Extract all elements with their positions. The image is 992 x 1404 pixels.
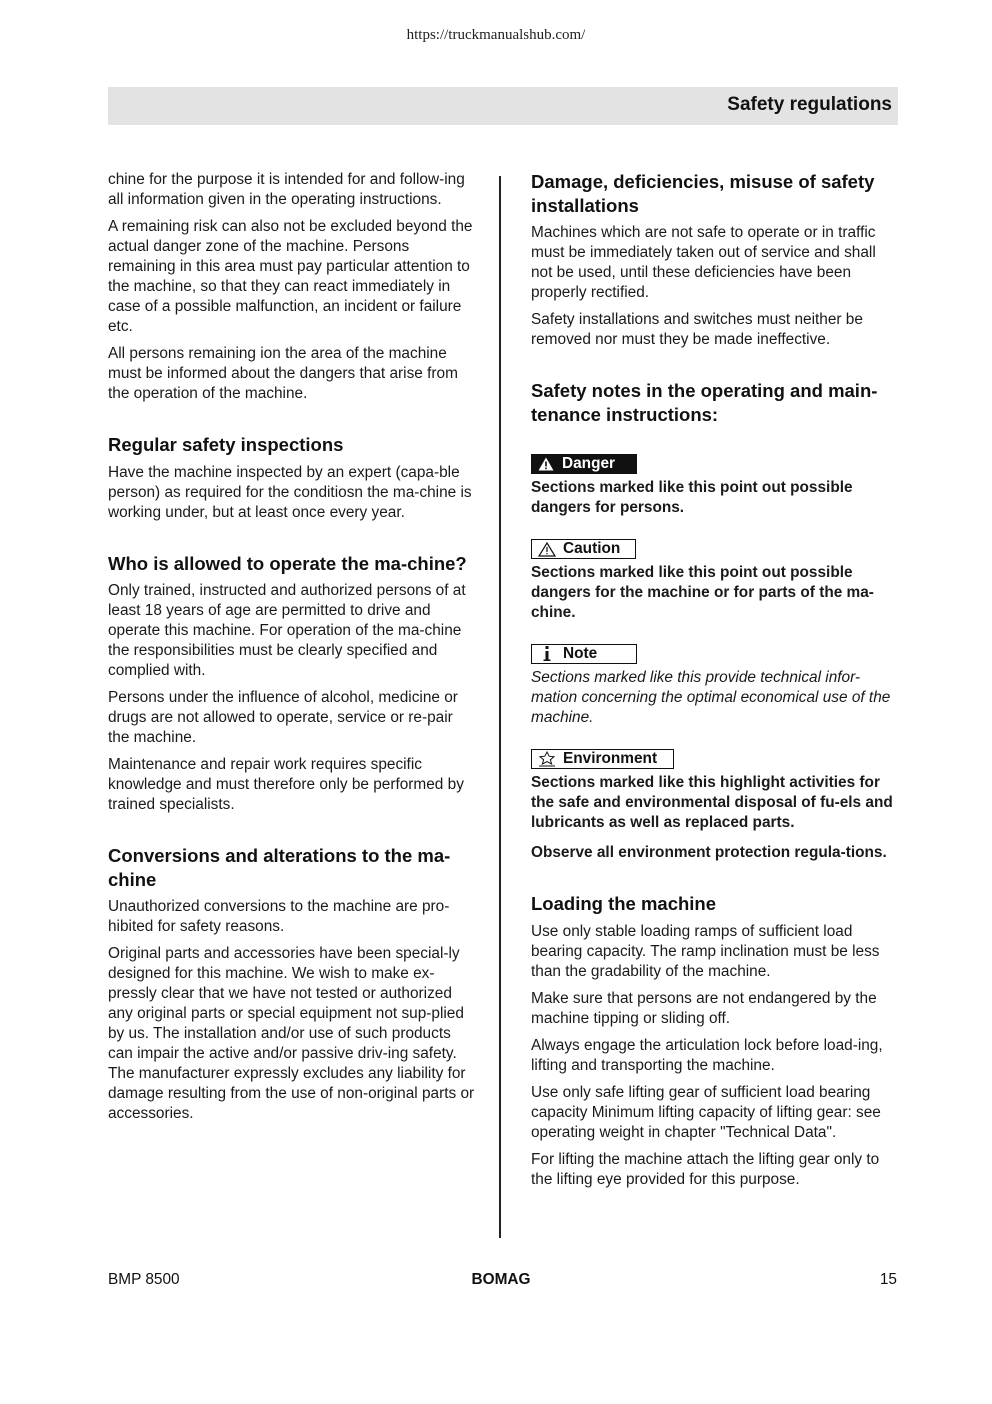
paragraph: Maintenance and repair work requires specific knowledge and must therefore only be performed by trained specialists. — [108, 756, 464, 813]
environment-label — [531, 749, 674, 769]
paragraph: Have the machine inspected by an expert (capa-ble person) as required for the conditiosn the ma-chine is working under, but at least once every year. — [108, 463, 472, 521]
paragraph: Persons under the influence of alcohol, medicine or drugs are not allowed to operate, service or re-pair the machine. — [108, 689, 458, 746]
heading-conversions: Conversions and alterations to the ma-chine — [108, 845, 451, 890]
heading-loading: Loading the machine — [531, 893, 717, 914]
environment-label-text: Environment — [563, 750, 658, 767]
paragraph: All persons remaining ion the area of the machine must be informed about the dangers that arise from the operation of the machine. — [108, 345, 458, 402]
paragraph: Original parts and accessories have been special-ly designed for this machine. We wish to make ex-pressly clear that we have not tested or authorized any original parts or special equipment not sup-plied by us. The installation and/or use of such products can impair the active and/or passive driv-ing safety. The manufacturer expressly excludes any liability for damage resulting from the use of non-original parts or accessories. — [108, 945, 475, 1122]
heading-safety-notes: Safety notes in the operating and main-tenance instructions: — [531, 380, 878, 425]
heading-who-allowed: Who is allowed to operate the ma-chine? — [108, 552, 467, 574]
paragraph: Machines which are not safe to operate or in traffic must be immediately taken out of service and shall not be used, until these deficiencies have been properly rectified. — [531, 224, 876, 301]
source-url: https://truckmanualshub.com/ — [406, 27, 586, 43]
paragraph: Unauthorized conversions to the machine are pro-hibited for safety reasons. — [108, 898, 450, 935]
environment-description: Sections marked like this highlight activities for the safe and environmental disposal of fu-els and lubricants as well as replaced parts. — [531, 774, 893, 831]
page-number: 15 — [879, 1271, 897, 1288]
paragraph: Use only stable loading ramps of sufficient load bearing capacity. The ramp inclination must be less than the gradability of the machine. — [531, 922, 880, 980]
footer-brand: BOMAG — [471, 1271, 531, 1288]
paragraph: Safety installations and switches must neither be removed nor must they be made ineffective. — [531, 311, 863, 348]
environment-note: Observe all environment protection regula-tions. — [531, 844, 887, 861]
danger-label-text: Danger — [562, 455, 616, 472]
environment-icon — [536, 751, 558, 767]
paragraph: chine for the purpose it is intended for and follow-ing all information given in the operating instructions. — [108, 171, 465, 208]
heading-regular-inspections: Regular safety inspections — [108, 434, 344, 455]
paragraph: Use only safe lifting gear of sufficient load bearing capacity Minimum lifting capacity of lifting gear: see operating weight in chapter "Technical Data". — [531, 1083, 881, 1141]
right-column — [531, 170, 899, 1197]
paragraph: Only trained, instructed and authorized persons of at least 18 years of age are permitted to drive and operate this machine. For operation of the ma-chine the responsibilities must be clearly specified and complied with. — [108, 582, 466, 679]
footer-model: BMP 8500 — [108, 1271, 180, 1288]
note-label-text: Note — [563, 645, 598, 662]
paragraph: For lifting the machine attach the lifting gear only to the lifting eye provided for this purpose. — [531, 1150, 880, 1188]
paragraph: Make sure that persons are not endangered by the machine tipping or sliding off. — [531, 989, 877, 1027]
section-header-bar — [108, 87, 898, 125]
caution-description: Sections marked like this point out possible dangers for the machine or for parts of the ma-chine. — [531, 564, 874, 621]
info-icon — [536, 646, 558, 662]
column-divider — [499, 176, 501, 1238]
caution-triangle-icon — [536, 542, 558, 557]
paragraph: A remaining risk can also not be excluded beyond the actual danger zone of the machine. Persons remaining in this area must pay particular attention to the machine, so that they can react immediately in case of a possible malfunction, an incident or failure etc. — [108, 218, 473, 335]
paragraph: Always engage the articulation lock before load-ing, lifting and transporting the machine. — [531, 1036, 883, 1074]
section-title: Safety regulations — [727, 94, 892, 115]
danger-description: Sections marked like this point out possible dangers for persons. — [531, 479, 853, 516]
note-label — [531, 644, 637, 664]
warning-icon — [535, 457, 557, 471]
heading-damage: Damage, deficiencies, misuse of safety installations — [531, 171, 875, 216]
danger-label — [531, 454, 637, 474]
note-description: Sections marked like this provide technical infor-mation concerning the optimal economical use of the machine. — [531, 669, 891, 726]
left-column — [108, 170, 476, 1131]
caution-label-text: Caution — [563, 540, 621, 557]
caution-label — [531, 539, 636, 559]
